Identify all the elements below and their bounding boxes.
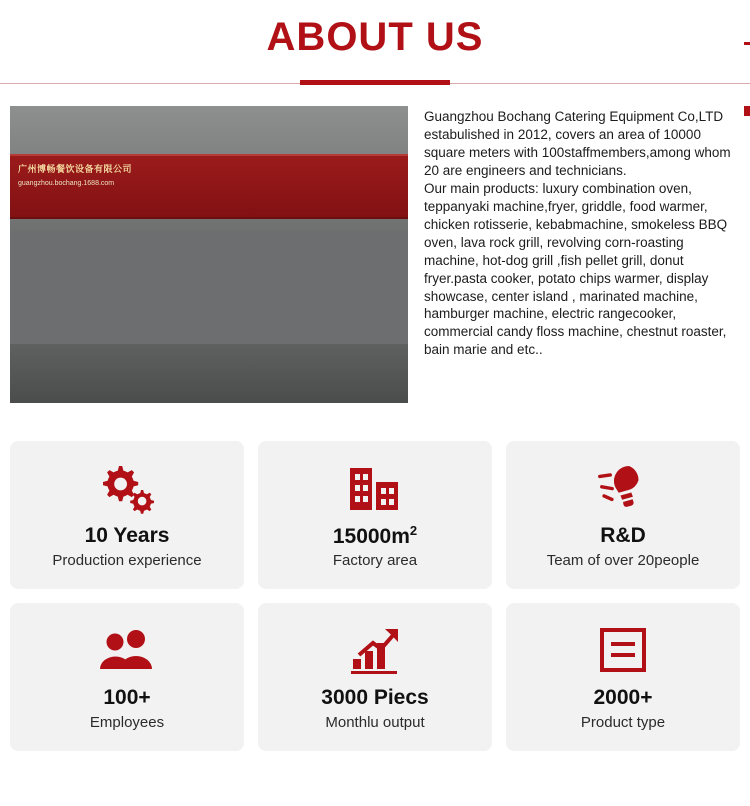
- stat-card-employees: [10, 603, 244, 751]
- page-header: [0, 0, 750, 88]
- gears-icon: [95, 460, 159, 516]
- stat-card-product-type: [506, 603, 740, 751]
- stat-card-monthly-output: [258, 603, 492, 751]
- stat-value: R&D: [600, 524, 646, 548]
- stat-label: Production experience: [52, 551, 202, 569]
- stat-value-superscript: 2: [409, 522, 418, 538]
- stat-card-factory-area: [258, 441, 492, 589]
- company-description-paragraph-2: Our main products: luxury combination oven, teppanyaki machine,fryer, griddle, food warmer, chicken rotisserie, kebabmachine, smokeless BBQ oven, lava rock grill, revolving corn-roasting machine, hot-dog grill ,fish pellet grill, donut fryer.pasta cooker, potato chips warmer, display showcase, center island , marinated machine, hamburger machine, electric rangecooker, commercial candy floss machine, chestnut roaster, bain marie and etc..: [424, 180, 728, 358]
- photo-crowd: [10, 213, 408, 356]
- stat-value: 2000+: [593, 686, 653, 710]
- edge-accent-mark-second: [744, 106, 750, 116]
- intro-section: [0, 88, 750, 403]
- photo-banner-text: 广州博畅餐饮设备有限公司: [18, 163, 133, 174]
- stat-value: [333, 524, 417, 548]
- stat-card-rnd: [506, 441, 740, 589]
- lightbulb-icon: [596, 460, 650, 516]
- factory-icon: [346, 460, 404, 516]
- product-box-icon: [597, 622, 649, 678]
- title-divider: [0, 80, 750, 88]
- stat-value: 10 Years: [84, 524, 170, 548]
- photo-banner-subtext: guangzhou.bochang.1688.com: [18, 179, 115, 187]
- people-icon: [96, 622, 158, 678]
- stat-label: Product type: [580, 713, 666, 731]
- divider-accent-bar: [300, 80, 450, 85]
- stat-label: Monthlu output: [325, 713, 425, 731]
- stat-value-text: 15000m: [332, 524, 410, 548]
- growth-chart-icon: [345, 622, 405, 678]
- page-title: ABOUT US: [266, 15, 484, 59]
- company-description-paragraph-1: Guangzhou Bochang Catering Equipment Co,LTD estabulished in 2012, covers an area of 10000 square meters with 100staffmembers,among whom 20 are engineers and technicians.: [424, 109, 731, 178]
- photo-banner: [10, 154, 408, 219]
- stat-value: 100+: [103, 686, 151, 710]
- stat-card-production-experience: [10, 441, 244, 589]
- edge-accent-mark-top: [744, 42, 750, 45]
- stat-label: Employees: [89, 713, 165, 731]
- stat-label: Factory area: [332, 552, 418, 570]
- stat-label: Team of over 20people: [546, 551, 700, 569]
- stats-card-grid: [0, 403, 750, 767]
- photo-ground: [10, 344, 408, 403]
- stat-value: 3000 Piecs: [321, 686, 429, 710]
- company-group-photo: [10, 106, 408, 403]
- company-description: [424, 106, 740, 403]
